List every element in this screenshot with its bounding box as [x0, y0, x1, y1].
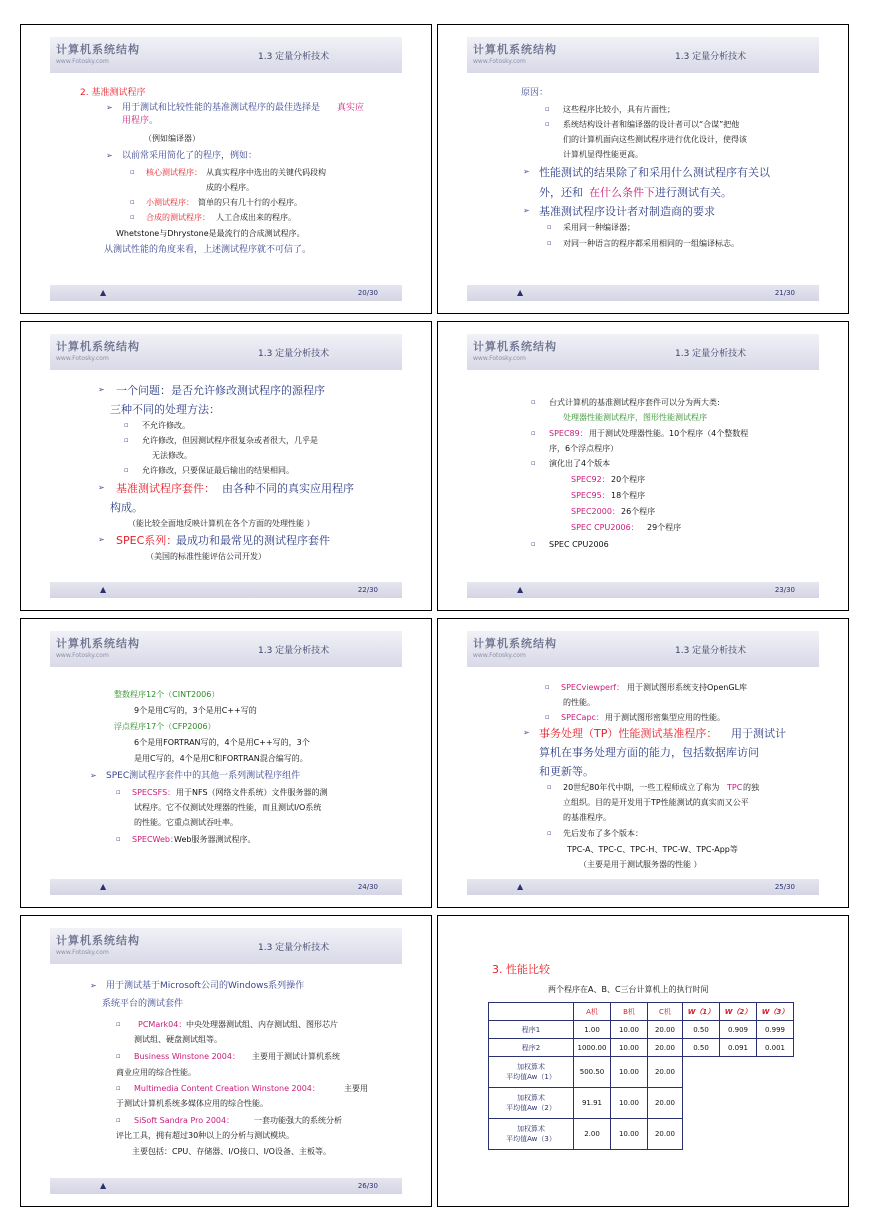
- up-triangle-icon[interactable]: ▲: [517, 288, 524, 297]
- corner-cell: [489, 1003, 574, 1021]
- text-line: 一套功能强大的系统分析: [254, 1116, 342, 1125]
- section-title: 1.3 定量分析技术: [675, 349, 747, 359]
- text-line: 的性能。它重点测试吞吐率。: [134, 818, 238, 827]
- section-title: 1.3 定量分析技术: [258, 349, 330, 359]
- term: SPEC95：: [571, 491, 610, 500]
- text-line: SPEC CPU2006: [549, 540, 609, 549]
- text-line: 主要用: [344, 1084, 368, 1093]
- text-line: 用于NFS（网络文件系统）文件服务器的测: [176, 788, 328, 797]
- row-label-line: 加权算术: [517, 1094, 545, 1102]
- empty-cell: [720, 1119, 757, 1150]
- text-line: 进行测试有关。: [655, 186, 732, 199]
- arrow-bullet-icon: ➢: [106, 151, 113, 160]
- text-line: （例如编译器）: [144, 134, 200, 143]
- arrow-bullet-icon: ➢: [106, 103, 113, 112]
- header-cell: C机: [648, 1003, 683, 1021]
- up-triangle-icon[interactable]: ▲: [100, 585, 107, 594]
- slide-header: [50, 334, 402, 370]
- square-bullet-icon: ▫: [531, 429, 536, 437]
- term: SPEC92：: [571, 475, 610, 484]
- brand-site: www.Fotosky.com: [56, 652, 109, 659]
- term: SPEC2000：: [571, 507, 620, 516]
- table-cell: 10.00: [611, 1021, 648, 1039]
- text-line: 最成功和最常见的测试程序套件: [176, 534, 330, 547]
- square-bullet-icon: ▫: [547, 223, 552, 231]
- page-number: 26/30: [357, 1182, 378, 1190]
- slide-footer: [467, 285, 819, 301]
- table-cell: 20.00: [648, 1039, 683, 1057]
- arrow-bullet-icon: ➢: [523, 167, 530, 176]
- term: Business Winstone 2004：: [134, 1052, 240, 1061]
- table-cell: 91.91: [574, 1088, 611, 1119]
- row-label: 程序2: [489, 1039, 574, 1057]
- square-bullet-icon: ▫: [124, 466, 129, 474]
- square-bullet-icon: ▫: [124, 421, 129, 429]
- highlight-text: 在什么条件下: [589, 186, 655, 199]
- text-line: 先后发布了多个版本：: [563, 829, 643, 838]
- table-cell: 20.00: [648, 1057, 683, 1088]
- term: SiSoft Sandra Pro 2004：: [134, 1116, 235, 1125]
- row-label: [489, 1088, 574, 1119]
- term: Multimedia Content Creation Winstone 2004：: [134, 1084, 320, 1093]
- text-line: 试程序。它不仅测试处理器的性能，而且测试I/O系统: [134, 803, 322, 812]
- performance-table: [488, 1002, 794, 1150]
- square-bullet-icon: ▫: [545, 105, 550, 113]
- page-number: 20/30: [357, 289, 378, 297]
- text-line: 的基准程序。: [563, 813, 611, 822]
- row-label-line: 加权算术: [517, 1125, 545, 1133]
- brand-logo: 计算机系统结构: [473, 637, 557, 650]
- brand-site: www.Fotosky.com: [473, 652, 526, 659]
- highlight-text: 浮点程序17个（CFP2006）: [114, 722, 216, 731]
- text-line: 于测试计算机系统多媒体应用的综合性能。: [116, 1099, 268, 1108]
- slide-22: [20, 321, 432, 611]
- square-bullet-icon: ▫: [116, 1020, 121, 1028]
- arrow-bullet-icon: ➢: [523, 728, 530, 737]
- up-triangle-icon[interactable]: ▲: [517, 585, 524, 594]
- term: SPEC系列：: [116, 534, 178, 547]
- text-line: 商业应用的综合性能。: [116, 1068, 196, 1077]
- slide-footer: [50, 582, 402, 598]
- term: SPECWeb：: [132, 835, 178, 844]
- page-number: 21/30: [774, 289, 795, 297]
- text-line: 和更新等。: [539, 765, 594, 778]
- square-bullet-icon: ▫: [116, 1052, 121, 1060]
- text-line: 构成。: [110, 501, 143, 514]
- text-line: TPC-A、TPC-C、TPC-H、TPC-W、TPC-App等: [567, 845, 738, 854]
- brand-logo: 计算机系统结构: [56, 340, 140, 353]
- page-number: 25/30: [774, 883, 795, 891]
- square-bullet-icon: ▫: [130, 198, 135, 206]
- text-line: （主要是用于测试服务器的性能 ）: [579, 860, 702, 869]
- table-cell: 0.909: [720, 1021, 757, 1039]
- up-triangle-icon[interactable]: ▲: [100, 288, 107, 297]
- text-line: 用于测试处理器性能。10个程序（4个整数程: [589, 429, 749, 438]
- empty-cell: [757, 1057, 794, 1088]
- square-bullet-icon: ▫: [531, 398, 536, 406]
- text-line: 测试组、硬盘测试组等。: [134, 1035, 222, 1044]
- table-cell: 10.00: [611, 1088, 648, 1119]
- arrow-bullet-icon: ➢: [98, 385, 105, 394]
- text-line: 允许修改，但因测试程序很复杂或者很大，几乎是: [142, 436, 318, 445]
- slide-header: [50, 37, 402, 73]
- term: 小测试程序：: [146, 198, 194, 207]
- arrow-bullet-icon: ➢: [90, 981, 97, 990]
- square-bullet-icon: ▫: [547, 783, 552, 791]
- brand-site: www.Fotosky.com: [473, 58, 526, 65]
- heading: 2. 基准测试程序: [80, 88, 146, 98]
- text-line: 由各种不同的真实应用程序: [222, 482, 354, 495]
- text-line: 用于测试图形密集型应用的性能。: [605, 713, 725, 722]
- empty-cell: [683, 1119, 720, 1150]
- term: SPECviewperf：: [561, 683, 625, 692]
- slide-performance: [437, 915, 849, 1207]
- term: 核心测试程序：: [146, 168, 202, 177]
- table-cell: 1.00: [574, 1021, 611, 1039]
- text-line: 26个程序: [621, 507, 656, 516]
- row-label-line: 平均值Aw（2）: [506, 1104, 556, 1112]
- empty-cell: [720, 1088, 757, 1119]
- slide-24: [20, 618, 432, 908]
- text-line: 主要用于测试计算机系统: [252, 1052, 340, 1061]
- table-cell: 20.00: [648, 1021, 683, 1039]
- term: 基准测试程序套件：: [116, 482, 215, 495]
- text-line: 台式计算机的基准测试程序套件可以分为两大类:: [549, 398, 720, 407]
- slide-header: [50, 631, 402, 667]
- text-line: 从测试性能的角度来看，上述测试程序就不可信了。: [104, 245, 312, 255]
- up-triangle-icon[interactable]: ▲: [100, 882, 107, 891]
- square-bullet-icon: ▫: [545, 683, 550, 691]
- table-row: [489, 1039, 794, 1057]
- row-label: [489, 1057, 574, 1088]
- term: SPEC89：: [549, 429, 588, 438]
- section-title: 1.3 定量分析技术: [258, 943, 330, 953]
- text-line: 简单的只有几十行的小程序。: [198, 198, 302, 207]
- square-bullet-icon: ▫: [130, 213, 135, 221]
- table-cell: 2.00: [574, 1119, 611, 1150]
- slide-21: [437, 24, 849, 314]
- row-label-line: 平均值Aw（1）: [506, 1073, 556, 1081]
- text-line: 以前常采用简化了的程序，例如：: [122, 151, 258, 161]
- slide-header: [50, 928, 402, 964]
- square-bullet-icon: ▫: [116, 835, 121, 843]
- slide-26: [20, 915, 432, 1207]
- empty-cell: [683, 1088, 720, 1119]
- brand-site: www.Fotosky.com: [56, 355, 109, 362]
- text-line: 20世纪80年代中期，一些工程师成立了称为: [563, 783, 720, 792]
- brand-logo: 计算机系统结构: [473, 43, 557, 56]
- table-caption: 两个程序在A、B、C三台计算机上的执行时间: [548, 985, 709, 994]
- table-cell: 0.001: [757, 1039, 794, 1057]
- page-number: 24/30: [357, 883, 378, 891]
- text-line: 用于测试计: [731, 727, 786, 740]
- table-row: [489, 1088, 794, 1119]
- text-line: 人工合成出来的程序。: [216, 213, 296, 222]
- row-label: 程序1: [489, 1021, 574, 1039]
- text-line: （能比较全面地反映计算机在各个方面的处理性能 ）: [128, 519, 315, 528]
- arrow-bullet-icon: ➢: [90, 771, 97, 780]
- row-label: [489, 1119, 574, 1150]
- text-line: 系统结构设计者和编译器的设计者可以“合谋”把他: [563, 120, 740, 129]
- square-bullet-icon: ▫: [116, 1084, 121, 1092]
- header-cell: W（2）: [720, 1003, 757, 1021]
- arrow-bullet-icon: ➢: [98, 483, 105, 492]
- row-label-line: 加权算术: [517, 1063, 545, 1071]
- square-bullet-icon: ▫: [547, 829, 552, 837]
- slide-footer: [50, 285, 402, 301]
- text-line: 18个程序: [611, 491, 646, 500]
- section-title: 1.3 定量分析技术: [675, 646, 747, 656]
- table-cell: 20.00: [648, 1119, 683, 1150]
- square-bullet-icon: ▫: [547, 239, 552, 247]
- term: SPEC CPU2006：: [571, 523, 639, 532]
- header-cell: A机: [574, 1003, 611, 1021]
- text-line: 6个是用FORTRAN写的，4个是用C++写的，3个: [134, 738, 310, 747]
- square-bullet-icon: ▫: [116, 1116, 121, 1124]
- empty-cell: [683, 1057, 720, 1088]
- term: SPECSFS：: [132, 788, 176, 797]
- term: 合成的测试程序：: [146, 213, 210, 222]
- text-line: 对同一种语言的程序都采用相同的一组编译标志。: [563, 239, 739, 248]
- brand-site: www.Fotosky.com: [56, 949, 109, 956]
- slide-header: [467, 631, 819, 667]
- text-line: 用于测试和比较性能的基准测试程序的最佳选择是: [122, 103, 321, 113]
- brand-site: www.Fotosky.com: [56, 58, 109, 65]
- table-cell: 0.50: [683, 1039, 720, 1057]
- text-line: Whetstone与Dhrystone是最流行的合成测试程序。: [116, 229, 305, 238]
- text-line: 成的小程序。: [206, 183, 254, 192]
- slide-25: [437, 618, 849, 908]
- header-cell: W（1）: [683, 1003, 720, 1021]
- text-line: 主要包括：CPU、存储器、I/O接口、I/O设备、主板等。: [132, 1147, 331, 1156]
- slide-23: [437, 321, 849, 611]
- text-line: 中央处理器测试组、内存测试组、图形芯片: [186, 1020, 338, 1029]
- highlight-text: 用程序。: [122, 116, 159, 126]
- table-cell: 0.091: [720, 1039, 757, 1057]
- term: SPECapc：: [561, 713, 604, 722]
- text-line: （美国的标准性能评估公司开发）: [146, 552, 266, 561]
- arrow-bullet-icon: ➢: [523, 206, 530, 215]
- section-title: 1.3 定量分析技术: [258, 646, 330, 656]
- text-line: 9个是用C写的，3个是用C++写的: [134, 706, 257, 715]
- text-line: 29个程序: [647, 523, 682, 532]
- text-line: 是用C写的，4个是用C和FORTRAN混合编写的。: [134, 754, 308, 763]
- slide-footer: [50, 879, 402, 895]
- table-cell: 1000.00: [574, 1039, 611, 1057]
- text-line: 立组织。目的是开发用于TP性能测试的真实而又公平: [563, 798, 749, 807]
- text-line: 不允许修改。: [142, 421, 190, 430]
- text-line: 用于测试基于Microsoft公司的Windows系列操作: [106, 981, 305, 991]
- highlight-text: 真实应: [337, 103, 365, 113]
- term: 事务处理（TP）性能测试基准程序：: [539, 727, 718, 740]
- text-line: 采用同一种编译器；: [563, 223, 635, 232]
- text-line: 三种不同的处理方法：: [110, 403, 220, 416]
- square-bullet-icon: ▫: [116, 788, 121, 796]
- table-row: [489, 1057, 794, 1088]
- square-bullet-icon: ▫: [124, 436, 129, 444]
- text-line: 的独: [743, 783, 759, 792]
- text-line: 们的计算机面向这些测试程序进行优化设计，使得该: [563, 135, 747, 144]
- text-line: 一个问题：是否允许修改测试程序的源程序: [116, 384, 325, 397]
- empty-cell: [757, 1119, 794, 1150]
- header-cell: B机: [611, 1003, 648, 1021]
- table-cell: 10.00: [611, 1057, 648, 1088]
- up-triangle-icon[interactable]: ▲: [517, 882, 524, 891]
- text-line: 序，6个浮点程序）: [549, 444, 619, 453]
- text-line: 这些程序比较小，具有片面性；: [563, 105, 675, 114]
- row-label-line: 平均值Aw（3）: [506, 1135, 556, 1143]
- square-bullet-icon: ▫: [545, 713, 550, 721]
- empty-cell: [720, 1057, 757, 1088]
- empty-cell: [757, 1088, 794, 1119]
- table-cell: 0.999: [757, 1021, 794, 1039]
- arrow-bullet-icon: ➢: [98, 535, 105, 544]
- table-cell: 20.00: [648, 1088, 683, 1119]
- brand-logo: 计算机系统结构: [56, 43, 140, 56]
- text-line: 用于测试图形系统支持OpenGL库: [627, 683, 748, 692]
- text-line: 无法修改。: [152, 451, 192, 460]
- brand-site: www.Fotosky.com: [473, 355, 526, 362]
- square-bullet-icon: ▫: [531, 540, 536, 548]
- heading: 3. 性能比较: [492, 963, 550, 976]
- brand-logo: 计算机系统结构: [56, 934, 140, 947]
- slide-header: [467, 334, 819, 370]
- text-line: 基准测试程序设计者对制造商的要求: [539, 205, 715, 218]
- text-line: SPEC测试程序套件中的其他一系列测试程序组件: [106, 771, 301, 781]
- brand-logo: 计算机系统结构: [56, 637, 140, 650]
- table-header-row: [489, 1003, 794, 1021]
- text-line: 允许修改，只要保证最后输出的结果相同。: [142, 466, 294, 475]
- slide-footer: [467, 879, 819, 895]
- slide-footer: [50, 1178, 402, 1194]
- slide-footer: [467, 582, 819, 598]
- up-triangle-icon[interactable]: ▲: [100, 1181, 107, 1190]
- page-number: 22/30: [357, 586, 378, 594]
- square-bullet-icon: ▫: [531, 459, 536, 467]
- slide-20: [20, 24, 432, 314]
- table-cell: 10.00: [611, 1119, 648, 1150]
- brand-logo: 计算机系统结构: [473, 340, 557, 353]
- square-bullet-icon: ▫: [130, 168, 135, 176]
- text-line: 的性能。: [563, 698, 595, 707]
- text-line: 计算机显得性能更高。: [563, 150, 643, 159]
- table-cell: 0.50: [683, 1021, 720, 1039]
- table-row: [489, 1021, 794, 1039]
- table-cell: 500.50: [574, 1057, 611, 1088]
- text-line: 性能测试的结果除了和采用什么测试程序有关以: [539, 166, 770, 179]
- section-title: 1.3 定量分析技术: [675, 52, 747, 62]
- text-line: 从真实程序中选出的关键代码段构: [206, 168, 326, 177]
- table-row: [489, 1119, 794, 1150]
- section-title: 1.3 定量分析技术: [258, 52, 330, 62]
- table-cell: 10.00: [611, 1039, 648, 1057]
- term: PCMark04：: [138, 1020, 187, 1029]
- text-line: 演化出了4个版本: [549, 459, 611, 468]
- text-line: 系统平台的测试套件: [102, 999, 184, 1009]
- highlight-text: 整数程序12个（CINT2006）: [114, 690, 220, 699]
- highlight-text: 处理器性能测试程序，图形性能测试程序: [563, 413, 707, 422]
- square-bullet-icon: ▫: [545, 120, 550, 128]
- text-line: 评比工具，拥有超过30种以上的分析与测试模块。: [116, 1131, 295, 1140]
- page-number: 23/30: [774, 586, 795, 594]
- term: TPC: [727, 783, 743, 792]
- heading: 原因：: [521, 88, 549, 98]
- text-line: 外，还和: [539, 186, 583, 199]
- text-line: Web服务器测试程序。: [174, 835, 256, 844]
- text-line: 20个程序: [611, 475, 646, 484]
- slide-header: [467, 37, 819, 73]
- text-line: 算机在事务处理方面的能力，包括数据库访问: [539, 746, 759, 759]
- header-cell: W（3）: [757, 1003, 794, 1021]
